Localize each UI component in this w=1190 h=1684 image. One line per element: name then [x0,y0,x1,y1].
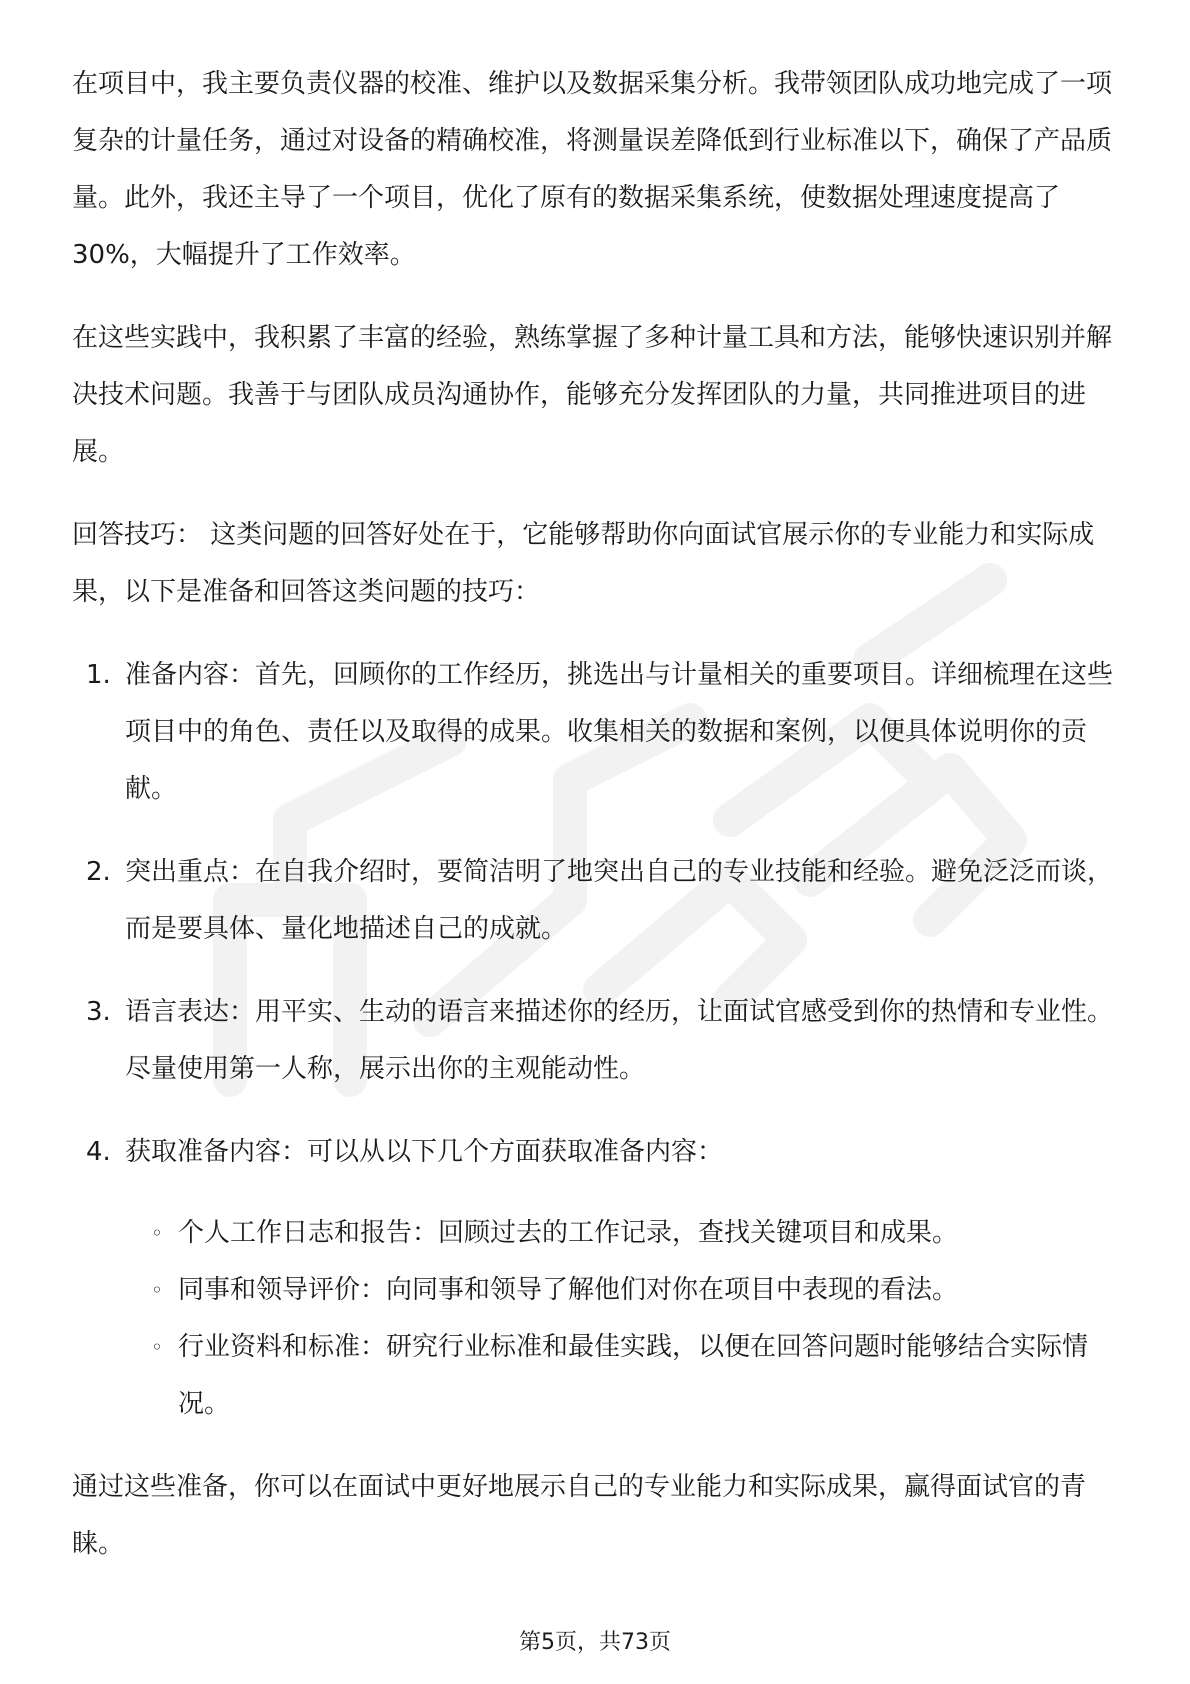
sub-list-item-text: 个人工作日志和报告：回顾过去的工作记录，查找关键项目和成果。 [178,1218,959,1248]
paragraph-closing: 通过这些准备，你可以在面试中更好地展示自己的专业能力和实际成果，赢得面试官的青睐。 [72,1472,1087,1559]
list-item-text: 准备内容：首先，回顾你的工作经历，挑选出与计量相关的重要项目。详细梳理在这些项目中的角色、责任以及取得的成果。收集相关的数据和案例，以便具体说明你的贡献。 [125,660,1114,804]
page-number-footer: 第5页，共73页 [519,1630,671,1655]
list-item-number: 3. [86,997,111,1027]
sub-list-item-text: 同事和领导评价：向同事和领导了解他们对你在项目中表现的看法。 [178,1275,959,1305]
list-item-number: 4. [86,1137,111,1167]
sub-list-item [125,1262,1128,1319]
list-item [72,984,1128,1098]
list-item [72,1124,1128,1433]
document-body [72,56,1128,1599]
hollow-bullet-icon: ◦ [151,1335,163,1359]
tips-list [72,647,1128,1433]
sub-list-item [125,1319,1128,1433]
list-item-text: 获取准备内容：可以从以下几个方面获取准备内容： [125,1137,724,1167]
paragraph-answer-tips: 回答技巧： 这类问题的回答好处在于，它能够帮助你向面试官展示你的专业能力和实际成果，以下是准备和回答这类问题的技巧： [72,520,1095,607]
sub-list-item [125,1205,1128,1262]
list-item-number: 2. [86,857,111,887]
hollow-bullet-icon: ◦ [151,1221,163,1245]
list-item [72,844,1128,958]
hollow-bullet-icon: ◦ [151,1278,163,1302]
list-item-number: 1. [86,660,111,690]
sub-list [125,1205,1128,1433]
paragraph-project-role: 在项目中，我主要负责仪器的校准、维护以及数据采集分析。我带领团队成功地完成了一项复杂的计量任务，通过对设备的精确校准，将测量误差降低到行业标准以下，确保了产品质量。此外，我还主导了一个项目，优化了原有的数据采集系统，使数据处理速度提高了30%，大幅提升了工作效率。 [72,69,1113,270]
sub-list-item-text: 行业资料和标准：研究行业标准和最佳实践，以便在回答问题时能够结合实际情况。 [178,1332,1089,1419]
list-item [72,647,1128,818]
paragraph-experience: 在这些实践中，我积累了丰富的经验，熟练掌握了多种计量工具和方法，能够快速识别并解决技术问题。我善于与团队成员沟通协作，能够充分发挥团队的力量，共同推进项目的进展。 [72,323,1113,467]
list-item-text: 突出重点：在自我介绍时，要简洁明了地突出自己的专业技能和经验。避免泛泛而谈，而是要具体、量化地描述自己的成就。 [125,857,1114,944]
list-item-text: 语言表达：用平实、生动的语言来描述你的经历，让面试官感受到你的热情和专业性。尽量使用第一人称，展示出你的主观能动性。 [125,997,1114,1084]
